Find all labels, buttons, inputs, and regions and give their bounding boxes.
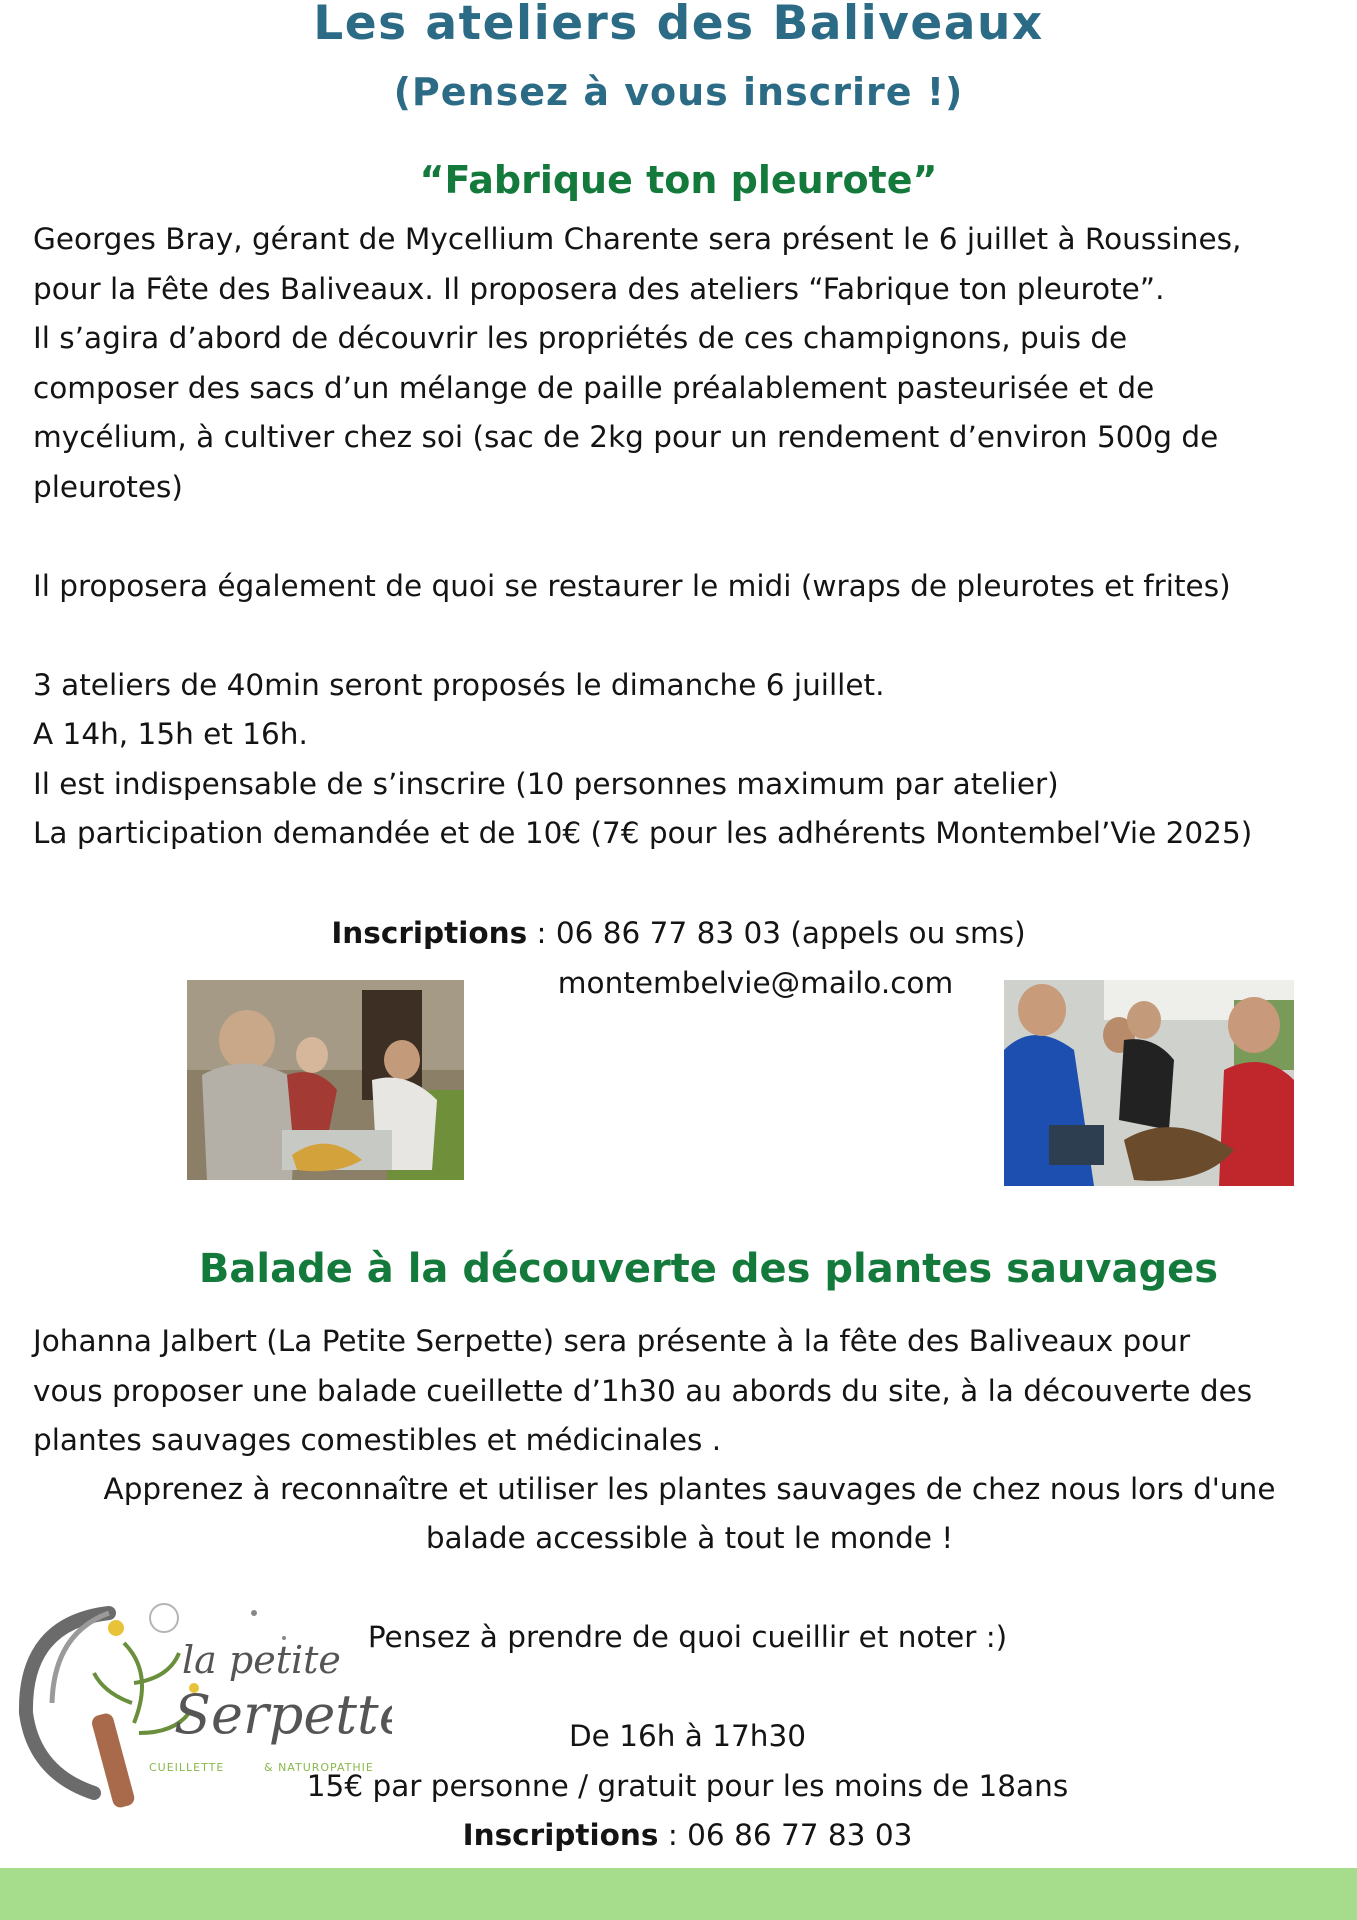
text-line: La participation demandée et de 10€ (7€ pour les adhérents Montembel’Vie 2025)	[33, 816, 1253, 850]
balade-price: 15€ par personne / gratuit pour les moins de 18ans	[306, 1769, 1069, 1803]
balade-promo-line-1: Apprenez à reconnaître et utiliser les plantes sauvages de chez nous lors d'une	[103, 1472, 1276, 1506]
inscriptions-label: Inscriptions	[331, 916, 528, 950]
logo-tagline-right: & NATUROPATHIE	[264, 1761, 374, 1774]
inscriptions-phone: : 06 86 77 83 03 (appels ou sms)	[527, 916, 1026, 950]
text-line: Georges Bray, gérant de Mycellium Charente sera présent le 6 juillet à Roussines,	[33, 222, 1242, 256]
workshop-photo-right	[1004, 980, 1294, 1186]
text-line: Il s’agira d’abord de découvrir les propriétés de ces champignons, puis de	[33, 321, 1128, 355]
footer-bar	[0, 1868, 1357, 1920]
page-subtitle: (Pensez à vous inscrire !)	[393, 70, 964, 114]
balade-description	[33, 1317, 1333, 1466]
blank-line	[33, 611, 1333, 661]
text-line: A 14h, 15h et 16h.	[33, 717, 308, 751]
text-line: 3 ateliers de 40min seront proposés le dimanche 6 juillet.	[33, 667, 885, 702]
workshop-scene-illustration	[187, 980, 464, 1180]
logo-line-1: la petite	[182, 1638, 341, 1682]
balade-promo-line-2: balade accessible à tout le monde !	[425, 1521, 954, 1555]
workshop-photo-left	[187, 980, 464, 1180]
blank-line	[33, 512, 1333, 562]
inscriptions-label: Inscriptions	[462, 1818, 659, 1852]
balade-section-title: Balade à la découverte des plantes sauvages	[198, 1246, 1219, 1292]
logo-tagline-left: CUEILLETTE	[149, 1761, 225, 1774]
text-line: Il proposera également de quoi se restaurer le midi (wraps de pleurotes et frites)	[33, 568, 1231, 603]
text-line: Johanna Jalbert (La Petite Serpette) sera présente à la fête des Baliveaux pour	[33, 1324, 1191, 1358]
pleurote-section-title: “Fabrique ton pleurote”	[419, 158, 938, 202]
balade-note: Pensez à prendre de quoi cueillir et noter :)	[367, 1620, 1008, 1654]
logo-line-2: Serpette	[174, 1683, 392, 1746]
text-line: mycélium, à cultiver chez soi (sac de 2kg pour un rendement d’environ 500g de	[33, 420, 1219, 454]
text-line: pleurotes)	[33, 469, 183, 504]
text-line: vous proposer une balade cueillette d’1h30 au abords du site, à la découverte des	[33, 1373, 1253, 1408]
text-line: plantes sauvages comestibles et médicinales .	[33, 1423, 722, 1457]
contact-email: montembelvie@mailo.com	[557, 966, 954, 1000]
serpette-logo-art	[14, 1583, 392, 1823]
text-line: composer des sacs d’un mélange de paille préalablement pasteurisée et de	[33, 370, 1155, 405]
inscriptions-phone: : 06 86 77 83 03	[658, 1818, 913, 1852]
balade-time: De 16h à 17h30	[568, 1719, 807, 1753]
text-line: Il est indispensable de s’inscrire (10 personnes maximum par atelier)	[33, 766, 1059, 801]
pleurote-description	[33, 215, 1333, 859]
pleurote-inscriptions	[0, 909, 1357, 959]
workshop-group-illustration	[1004, 980, 1294, 1186]
text-line: pour la Fête des Baliveaux. Il proposera des ateliers “Fabrique ton pleurote”.	[33, 271, 1165, 306]
la-petite-serpette-logo	[14, 1583, 392, 1823]
page-title: Les ateliers des Baliveaux	[313, 0, 1044, 51]
